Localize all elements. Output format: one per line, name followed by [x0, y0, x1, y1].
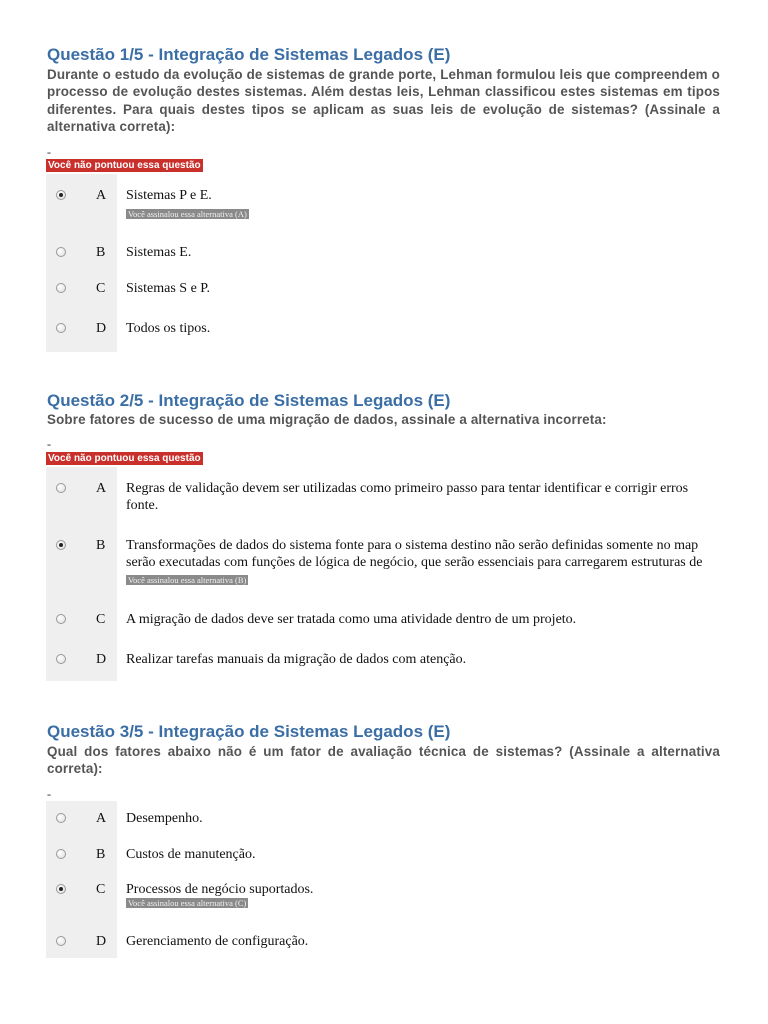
option-text: Regras de validação devem ser utilizadas como primeiro passo para tentar identificar e corrigir erros fonte. — [126, 481, 689, 513]
option-letter: B — [96, 538, 106, 553]
radio-icon[interactable] — [56, 323, 66, 333]
option-text: Desempenho. — [126, 811, 203, 826]
option-text: Sistemas S e P. — [126, 281, 211, 296]
option-text: Sistemas E. — [126, 245, 192, 260]
question-text: Durante o estudo da evolução de sistemas de grande porte, Lehman formulou leis que compreendem o processo de evolução destes sistemas. Além destas leis, Lehman classificou estes sistemas em tipos diferentes. Para quais destes tipos se aplicam as suas leis de evolução de sistemas? (Assinale a alternativa correta): — [47, 67, 720, 135]
option-letter: C — [96, 612, 106, 627]
option-text: Todos os tipos. — [126, 321, 211, 336]
question-text: Sobre fatores de sucesso de uma migração de dados, assinale a alternativa incorreta: — [47, 412, 607, 427]
question-dash: - — [47, 437, 51, 451]
option-letter: C — [96, 281, 106, 296]
radio-icon[interactable] — [56, 654, 66, 664]
question-title: Questão 2/5 - Integração de Sistemas Legados (E) — [47, 391, 451, 410]
radio-icon[interactable] — [56, 247, 66, 257]
option-letter: A — [96, 188, 107, 203]
question-dash: - — [47, 787, 51, 801]
option-text: Processos de negócio suportados. — [126, 882, 314, 897]
option-a[interactable] — [46, 480, 768, 516]
option-b[interactable] — [46, 244, 768, 264]
option-c[interactable] — [46, 881, 768, 908]
radio-icon[interactable] — [56, 813, 66, 823]
option-letter: A — [96, 811, 107, 826]
option-c[interactable] — [46, 280, 768, 300]
option-b[interactable] — [46, 846, 768, 866]
radio-icon[interactable] — [56, 283, 66, 293]
radio-icon[interactable] — [56, 483, 66, 493]
option-letter: A — [96, 481, 107, 496]
selected-note: Você assinalou essa alternativa (A) — [128, 209, 247, 219]
status-badge: Você não pontuou essa questão — [48, 160, 201, 171]
option-b[interactable] — [46, 537, 768, 589]
radio-icon[interactable] — [56, 849, 66, 859]
option-letter: D — [96, 934, 107, 949]
selected-note: Você assinalou essa alternativa (B) — [128, 575, 247, 585]
option-d[interactable] — [46, 651, 768, 671]
option-letter: B — [96, 245, 106, 260]
question-title: Questão 1/5 - Integração de Sistemas Legados (E) — [47, 45, 451, 64]
status-badge: Você não pontuou essa questão — [48, 453, 201, 464]
option-letter: B — [96, 847, 106, 862]
selected-note: Você assinalou essa alternativa (C) — [128, 898, 247, 908]
option-text: Gerenciamento de configuração. — [126, 934, 309, 949]
radio-checked-icon[interactable] — [56, 884, 66, 894]
option-letter: D — [96, 652, 107, 667]
option-text: Sistemas P e E. — [126, 188, 212, 203]
option-a[interactable] — [46, 187, 768, 219]
option-text: Custos de manutenção. — [126, 847, 256, 862]
radio-icon[interactable] — [56, 936, 66, 946]
radio-icon[interactable] — [56, 614, 66, 624]
option-text: Transformações de dados do sistema fonte para o sistema destino não serão definidas somente no map serão executadas com funções de lógica de negócio, que serão essenciais para carregarem estruturas de — [126, 538, 703, 570]
radio-checked-icon[interactable] — [56, 540, 66, 550]
option-text: Realizar tarefas manuais da migração de dados com atenção. — [126, 652, 467, 667]
radio-checked-icon[interactable] — [56, 190, 66, 200]
question-dash: - — [47, 145, 51, 159]
question-text: Qual dos fatores abaixo não é um fator de avaliação técnica de sistemas? (Assinale a alternativa correta): — [47, 744, 720, 777]
question-title: Questão 3/5 - Integração de Sistemas Legados (E) — [47, 722, 451, 741]
option-text: A migração de dados deve ser tratada como uma atividade dentro de um projeto. — [126, 612, 577, 627]
option-letter: C — [96, 882, 106, 897]
option-letter: D — [96, 321, 107, 336]
option-a[interactable] — [46, 810, 768, 830]
option-d[interactable] — [46, 320, 768, 340]
option-c[interactable] — [46, 611, 768, 631]
option-d[interactable] — [46, 933, 768, 953]
